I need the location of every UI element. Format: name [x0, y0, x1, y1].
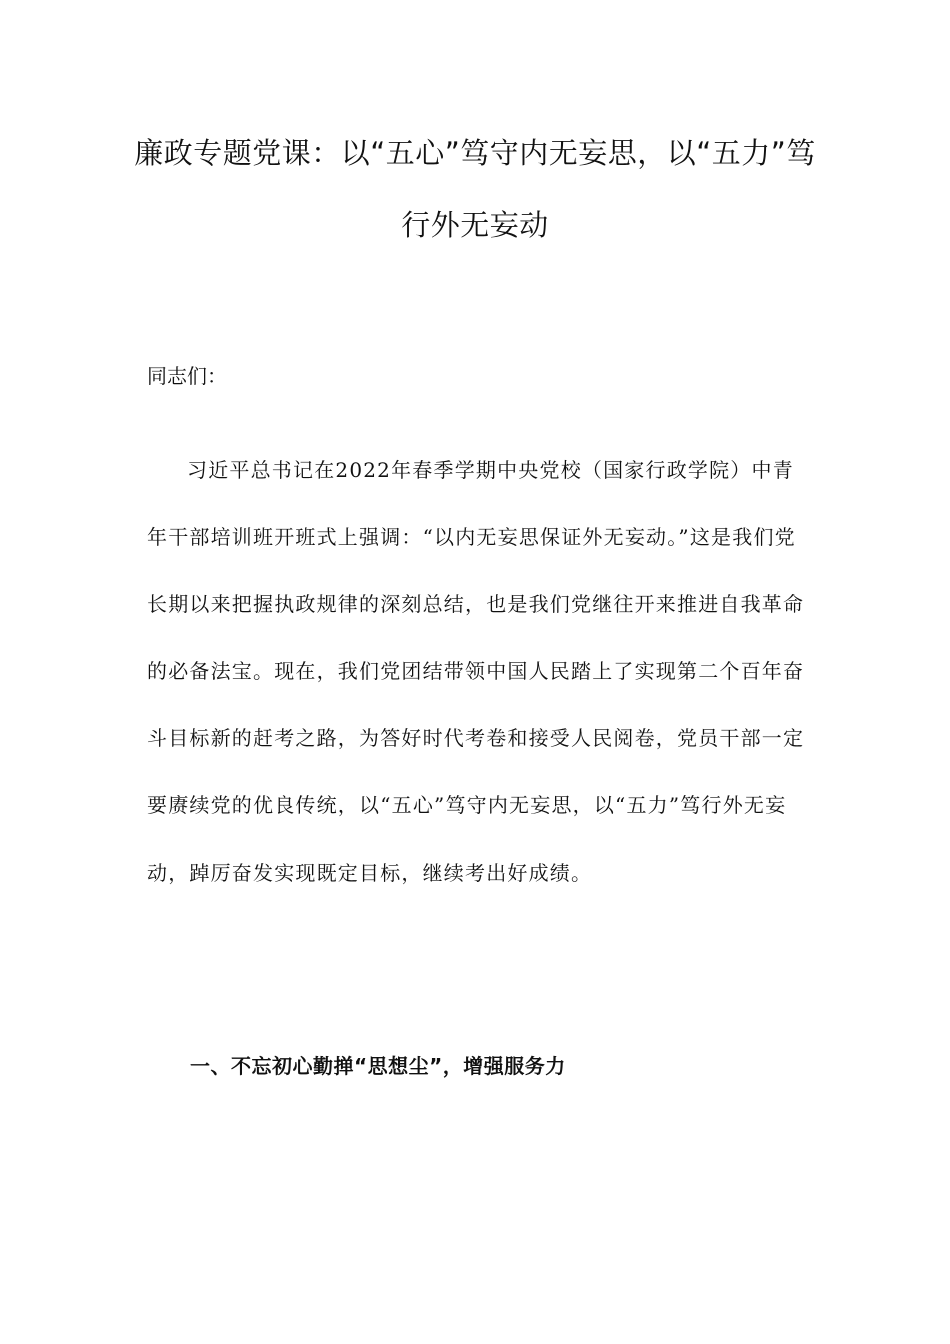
salutation: 同志们：	[147, 364, 227, 388]
section-heading: 一、不忘初心勤掸“思想尘”，增强服务力	[190, 1054, 566, 1078]
document-title: 廉政专题党课：以“五心”笃守内无妄思，以“五力”笃行外无妄动	[134, 136, 816, 242]
body-paragraph: 习近平总书记在2022年春季学期中央党校（国家行政学院）中青年干部培训班开班式上强调：“以内无妄思保证外无妄动。”这是我们党长期以来把握执政规律的深刻总结，也是我们党继往开来推进自我革命的必备法宝。现在，我们党团结带领中国人民踏上了实现第二个百年奋斗目标新的赶考之路，为答好时代考卷和接受人民阅卷，党员干部一定要赓续党的优良传统，以“五心”笃守内无妄思，以“五力”笃行外无妄动，踔厉奋发实现既定目标，继续考出好成绩。	[147, 458, 805, 885]
